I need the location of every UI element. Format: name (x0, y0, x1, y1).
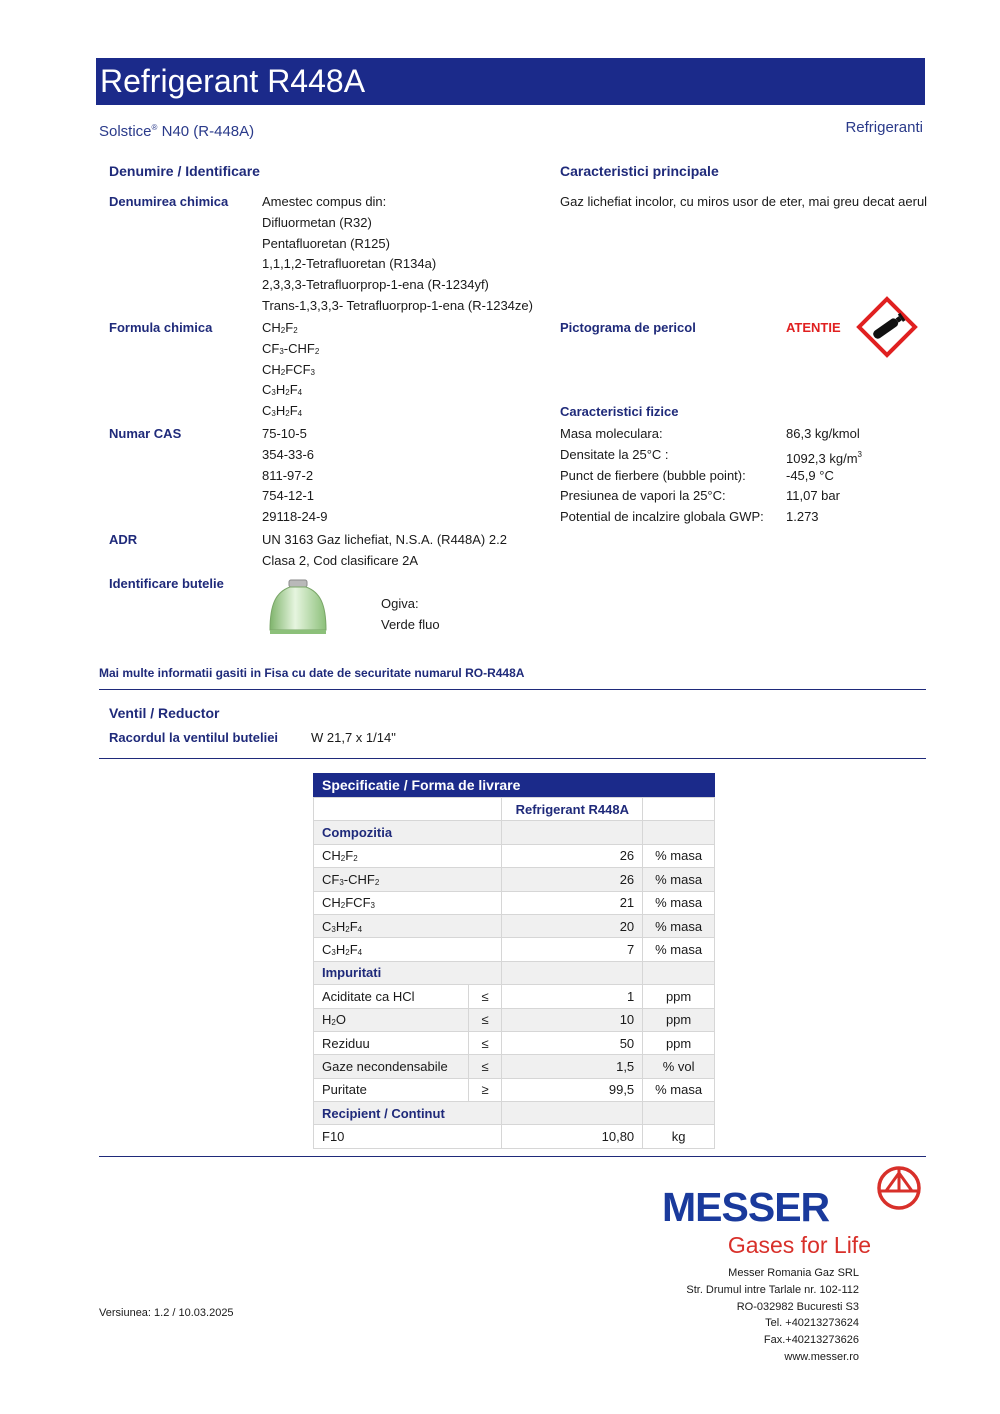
table-row (314, 961, 715, 984)
adr-list (262, 530, 507, 572)
table-cell: ≥ (468, 1078, 502, 1101)
pictogram-label: Pictograma de pericol (560, 320, 696, 335)
divider (99, 1156, 926, 1157)
formula-line (262, 360, 319, 381)
formula-subscript: 3 (331, 924, 336, 934)
chem-name-line: 1,1,1,2-Tetrafluoretan (R134a) (262, 256, 437, 272)
formula-subscript: 4 (357, 948, 363, 958)
table-cell: 21 (502, 891, 643, 914)
table-cell: 1 (502, 985, 643, 1008)
formula-part: H (335, 918, 346, 934)
formula-line (262, 318, 319, 339)
formula-part: CH (322, 848, 341, 864)
formula-line (262, 380, 319, 401)
table-cell: % masa (643, 1078, 715, 1101)
formula-part: C (322, 918, 332, 934)
characteristics-section-title: Caracteristici principale (560, 163, 719, 179)
section-heading: Impuritati (314, 961, 502, 984)
table-row (314, 844, 715, 867)
gas-cylinder-hazard-icon (856, 296, 918, 358)
version-text: Versiunea: 1.2 / 10.03.2025 (99, 1307, 234, 1319)
table-row (314, 821, 715, 844)
cas-list (262, 424, 328, 528)
adr-line: UN 3163 Gaz lichefiat, N.S.A. (R448A) 2.2 (262, 532, 507, 547)
formula-subscript: 2 (340, 854, 346, 864)
formula-subscript: 2 (374, 877, 380, 887)
valve-section-title: Ventil / Reductor (109, 705, 220, 721)
table-cell: % masa (643, 914, 715, 937)
formula-subscript: 2 (345, 924, 350, 934)
physical-property-label: Masa moleculara: (560, 426, 663, 441)
cylinder-label: Identificare butelie (109, 576, 224, 591)
cas-number: 754-12-1 (262, 488, 315, 504)
table-cell (314, 1055, 469, 1078)
table-cell: ppm (643, 985, 715, 1008)
formula-part: C (262, 403, 272, 419)
table-row (314, 1031, 715, 1054)
table-cell: 7 (502, 938, 643, 961)
value-superscript: 3 (857, 449, 862, 459)
formula-part: C (322, 942, 332, 958)
identification-section-title: Denumire / Identificare (109, 163, 260, 179)
table-cell: ppm (643, 1008, 715, 1031)
table-cell (314, 1125, 502, 1148)
formula-part: Puritate (322, 1082, 367, 1098)
chem-name-line: 2,3,3,3-Tetrafluorprop-1-ena (R-1234yf) (262, 277, 489, 293)
physical-property-value (786, 507, 862, 528)
table-row (314, 938, 715, 961)
formula-part: F (345, 848, 354, 864)
table-row (314, 1125, 715, 1148)
valve-connection-label: Racordul la ventilul buteliei (109, 730, 279, 745)
table-cell (502, 1102, 643, 1125)
formula-part: H (275, 382, 286, 398)
adr-line: Clasa 2, Cod clasificare 2A (262, 552, 419, 568)
cylinder-description (381, 594, 440, 636)
formula-part: F10 (322, 1129, 345, 1145)
cylinder-line: Verde fluo (381, 616, 440, 632)
formula-subscript: 3 (271, 409, 276, 419)
physical-title: Caracteristici fizice (560, 404, 679, 419)
address-line: Fax.+40213273626 (763, 1334, 859, 1347)
table-cell: kg (643, 1125, 715, 1148)
formula-part: F (349, 942, 358, 958)
table-cell: % masa (643, 844, 715, 867)
formula-subscript: 2 (345, 948, 350, 958)
formula-part: -CHF (283, 340, 315, 356)
formula-part: Aciditate ca HCl (322, 988, 415, 1004)
cas-number: 29118-24-9 (262, 509, 328, 525)
formula-part: CF (322, 871, 340, 887)
product-subtitle (99, 118, 254, 142)
chem-name-list (262, 192, 533, 317)
formula-line (262, 401, 319, 422)
more-info-text: Mai multe informatii gasiti in Fisa cu date de securitate numarul RO-R448A (99, 666, 525, 680)
table-cell: ≤ (468, 1031, 502, 1054)
formula-part: H (322, 1012, 332, 1028)
table-row (314, 891, 715, 914)
formula-subscript: 4 (357, 924, 363, 934)
table-cell: 26 (502, 868, 643, 891)
table-cell (314, 1078, 469, 1101)
formula-part: C (262, 382, 272, 398)
address-line: Str. Drumul intre Tarlale nr. 102-112 (686, 1283, 859, 1296)
company-address (686, 1265, 859, 1366)
page-title: Refrigerant R448A (100, 63, 366, 99)
formula-part: O (335, 1012, 346, 1028)
column-header: Refrigerant R448A (502, 798, 643, 821)
table-row (314, 798, 715, 821)
formula-part: H (275, 403, 286, 419)
value-text: 1.273 (786, 509, 819, 525)
physical-property-value (786, 424, 862, 445)
formula-label: Formula chimica (109, 320, 213, 335)
formula-subscript: 3 (331, 948, 336, 958)
cas-number: 811-97-2 (262, 467, 314, 483)
formula-part: F (285, 320, 294, 335)
table-cell (643, 961, 715, 984)
address-line: Tel. +40213273624 (765, 1317, 859, 1330)
table-cell: ≤ (468, 1055, 502, 1078)
divider (99, 689, 926, 690)
value-text: -45,9 °C (786, 467, 834, 483)
table-cell: ppm (643, 1031, 715, 1054)
formula-list (262, 318, 319, 422)
section-heading: Recipient / Continut (314, 1102, 502, 1125)
formula-subscript: 2 (340, 901, 346, 911)
table-cell (314, 985, 469, 1008)
messer-logo-text: MESSER (662, 1184, 830, 1230)
messer-logo-icon (876, 1165, 922, 1211)
chem-name-line: Trans-1,3,3,3- Tetrafluorprop-1-ena (R-1234ze) (262, 297, 533, 313)
formula-part: CF (262, 340, 280, 356)
table-cell: 1,5 (502, 1055, 643, 1078)
divider (99, 758, 926, 759)
table-cell: ≤ (468, 1008, 502, 1031)
valve-connection-value: W 21,7 x 1/14" (311, 730, 396, 745)
table-row (314, 985, 715, 1008)
table-cell (314, 891, 502, 914)
value-text: 86,3 kg/kmol (786, 426, 860, 441)
formula-part: FCF (345, 895, 371, 911)
formula-part: Gaze necondensabile (322, 1058, 448, 1074)
table-cell: % masa (643, 891, 715, 914)
chem-name-line: Pentafluoretan (R125) (262, 235, 390, 251)
chem-name-line: Difluormetan (R32) (262, 214, 372, 230)
cas-number: 354-33-6 (262, 446, 315, 462)
table-row (314, 1102, 715, 1125)
formula-subscript: 3 (279, 346, 284, 356)
table-cell: 10,80 (502, 1125, 643, 1148)
address-line: RO-032982 Bucuresti S3 (736, 1300, 859, 1313)
formula-line (262, 339, 319, 360)
table-cell: % vol (643, 1055, 715, 1078)
formula-part: CH (262, 361, 281, 377)
table-cell (643, 821, 715, 844)
address-line: www.messer.ro (784, 1350, 859, 1363)
table-cell (643, 1102, 715, 1125)
table-cell: 50 (502, 1031, 643, 1054)
subtitle-reg: ® (151, 123, 158, 132)
messer-tagline: Gases for Life (727, 1232, 871, 1258)
formula-subscript: 2 (280, 326, 286, 335)
table-cell (314, 938, 502, 961)
formula-part: F (289, 382, 298, 398)
physical-property-value (786, 445, 862, 466)
spec-table-title: Specificatie / Forma de livrare (313, 773, 715, 797)
formula-subscript: 4 (297, 388, 303, 398)
formula-subscript: 2 (314, 346, 320, 356)
adr-label: ADR (109, 532, 138, 547)
subtitle-rest: N40 (R-448A) (157, 123, 255, 140)
formula-part: FCF (285, 361, 311, 377)
table-row (314, 868, 715, 891)
formula-part: CH (262, 320, 281, 335)
cas-number: 75-10-5 (262, 426, 307, 441)
physical-values (786, 424, 862, 528)
specification-table (313, 773, 715, 1149)
physical-property-value (786, 466, 862, 487)
table-cell: % masa (643, 938, 715, 961)
formula-subscript: 2 (293, 326, 298, 335)
title-bar (96, 58, 925, 105)
table-cell: 26 (502, 844, 643, 867)
spec-table-body (313, 797, 715, 1149)
value-text: 11,07 bar (786, 488, 840, 504)
table-cell (314, 914, 502, 937)
table-cell (314, 798, 502, 821)
physical-labels (560, 424, 764, 528)
formula-subscript: 3 (339, 877, 344, 887)
formula-part: F (349, 918, 358, 934)
table-cell (643, 798, 715, 821)
value-text: 1092,3 kg/m (786, 450, 858, 466)
subtitle-main: Solstice (99, 123, 152, 140)
formula-subscript: 2 (353, 854, 358, 864)
signal-word: ATENTIE (786, 320, 841, 335)
section-heading: Compozitia (314, 821, 502, 844)
table-cell (314, 868, 502, 891)
formula-part: F (289, 403, 298, 419)
formula-subscript: 3 (370, 901, 375, 911)
physical-property-label: Densitate la 25°C : (560, 446, 669, 462)
formula-part: -CHF (343, 871, 375, 887)
table-cell: % masa (643, 868, 715, 891)
cylinder-line: Ogiva: (381, 596, 419, 611)
formula-subscript: 3 (271, 388, 276, 398)
chem-name-label: Denumirea chimica (109, 194, 229, 209)
physical-property-label: Potential de incalzire globala GWP: (560, 509, 764, 525)
formula-subscript: 4 (297, 409, 303, 419)
table-row (314, 1078, 715, 1101)
table-cell: ≤ (468, 985, 502, 1008)
table-cell (314, 1008, 469, 1031)
physical-property-label: Presiunea de vapori la 25°C: (560, 488, 726, 504)
formula-subscript: 2 (331, 1018, 336, 1028)
table-cell (314, 844, 502, 867)
description-text: Gaz lichefiat incolor, cu miros usor de eter, mai greu decat aerul (560, 194, 928, 209)
formula-subscript: 2 (280, 367, 286, 377)
table-row (314, 1008, 715, 1031)
formula-part: H (335, 942, 346, 958)
cylinder-shoulder-icon (266, 578, 330, 636)
formula-subscript: 2 (285, 409, 290, 419)
table-cell (502, 961, 643, 984)
table-row (314, 1055, 715, 1078)
formula-part: Reziduu (322, 1035, 370, 1051)
formula-subscript: 2 (285, 388, 290, 398)
table-cell (502, 821, 643, 844)
physical-property-value (786, 486, 862, 507)
table-row (314, 914, 715, 937)
physical-property-label: Punct de fierbere (bubble point): (560, 467, 746, 483)
table-cell: 20 (502, 914, 643, 937)
category-label: Refrigeranti (845, 119, 923, 136)
formula-part: CH (322, 895, 341, 911)
cas-label: Numar CAS (109, 426, 182, 441)
formula-subscript: 3 (310, 367, 315, 377)
table-cell: 10 (502, 1008, 643, 1031)
address-line: Messer Romania Gaz SRL (728, 1267, 859, 1279)
table-cell: 99,5 (502, 1078, 643, 1101)
chem-name-line: Amestec compus din: (262, 194, 387, 209)
table-cell (314, 1031, 469, 1054)
